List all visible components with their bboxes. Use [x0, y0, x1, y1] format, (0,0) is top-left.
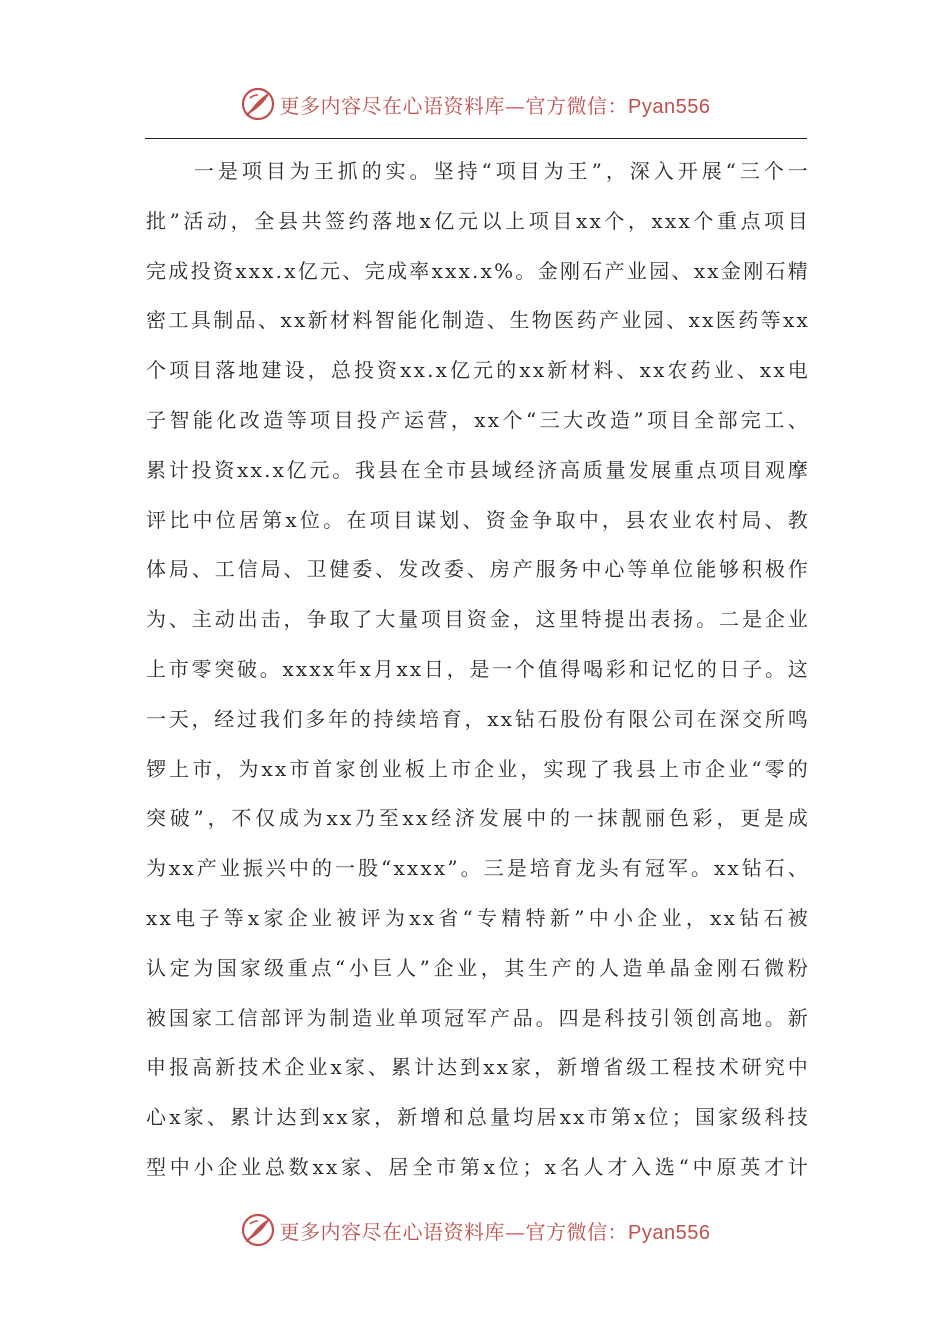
text-line: 被国家工信部评为制造业单项冠军产品。四是科技引领创高地。新	[146, 1005, 810, 1030]
text-line: 子智能化改造等项目投产运营，xx个“三大改造”项目全部完工、	[146, 407, 810, 432]
wechat-account: Pyan556	[628, 95, 711, 118]
header-divider	[145, 138, 807, 139]
text-line: 完成投资xxx.x亿元、完成率xxx.x%。金刚石产业园、xx金刚石精	[146, 258, 810, 283]
text-line: 锣上市，为xx市首家创业板上市企业，实现了我县上市企业“零的	[146, 756, 810, 781]
text-line: 个项目落地建设，总投资xx.x亿元的xx新材料、xx农药业、xx电	[146, 358, 810, 383]
text-line: xx电子等x家企业被评为xx省“专精特新”中小企业，xx钻石被	[146, 905, 810, 930]
text-line: 批”活动，全县共签约落地x亿元以上项目xx个，xxx个重点项目	[146, 208, 810, 233]
text-line: 一是项目为王抓的实。坚持“项目为王”，深入开展“三个一	[146, 159, 810, 183]
text-line: 为xx产业振兴中的一股“xxxx”。三是培育龙头有冠军。xx钻石、	[146, 856, 810, 881]
footer-banner	[0, 1210, 950, 1250]
header-banner	[0, 84, 950, 124]
text-line: 上市零突破。xxxx年x月xx日，是一个值得喝彩和记忆的日子。这	[146, 656, 810, 681]
text-line: 一天，经过我们多年的持续培育，xx钻石股份有限公司在深交所鸣	[146, 706, 810, 731]
footer-banner-text: 更多内容尽在心语资料库—官方微信：Pyan556	[279, 1219, 711, 1244]
quill-pen-logo-icon	[240, 86, 276, 122]
text-line: 认定为国家级重点“小巨人”企业，其生产的人造单晶金刚石微粉	[146, 955, 810, 980]
wechat-account: Pyan556	[628, 1221, 711, 1244]
document-body	[146, 147, 810, 1193]
text-line: 申报高新技术企业x家、累计达到xx家，新增省级工程技术研究中	[146, 1055, 810, 1080]
text-line: 累计投资xx.x亿元。我县在全市县域经济高质量发展重点项目观摩	[146, 457, 810, 482]
text-line: 密工具制品、xx新材料智能化制造、生物医药产业园、xx医药等xx	[146, 308, 810, 333]
text-line: 为、主动出击，争取了大量项目资金，这里特提出表扬。二是企业	[146, 607, 810, 632]
text-line: 体局、工信局、卫健委、发改委、房产服务中心等单位能够积极作	[146, 557, 810, 582]
text-line: 心x家、累计达到xx家，新增和总量均居xx市第x位；国家级科技	[146, 1105, 810, 1130]
text-line: 突破”，不仅成为xx乃至xx经济发展中的一抹靓丽色彩，更是成	[146, 806, 810, 831]
header-banner-text: 更多内容尽在心语资料库—官方微信：Pyan556	[279, 93, 711, 118]
text-line: 型中小企业总数xx家、居全市第x位；x名人才入选“中原英才计	[146, 1154, 810, 1179]
quill-pen-logo-icon	[240, 1212, 276, 1248]
text-line: 评比中位居第x位。在项目谋划、资金争取中，县农业农村局、教	[146, 507, 810, 532]
